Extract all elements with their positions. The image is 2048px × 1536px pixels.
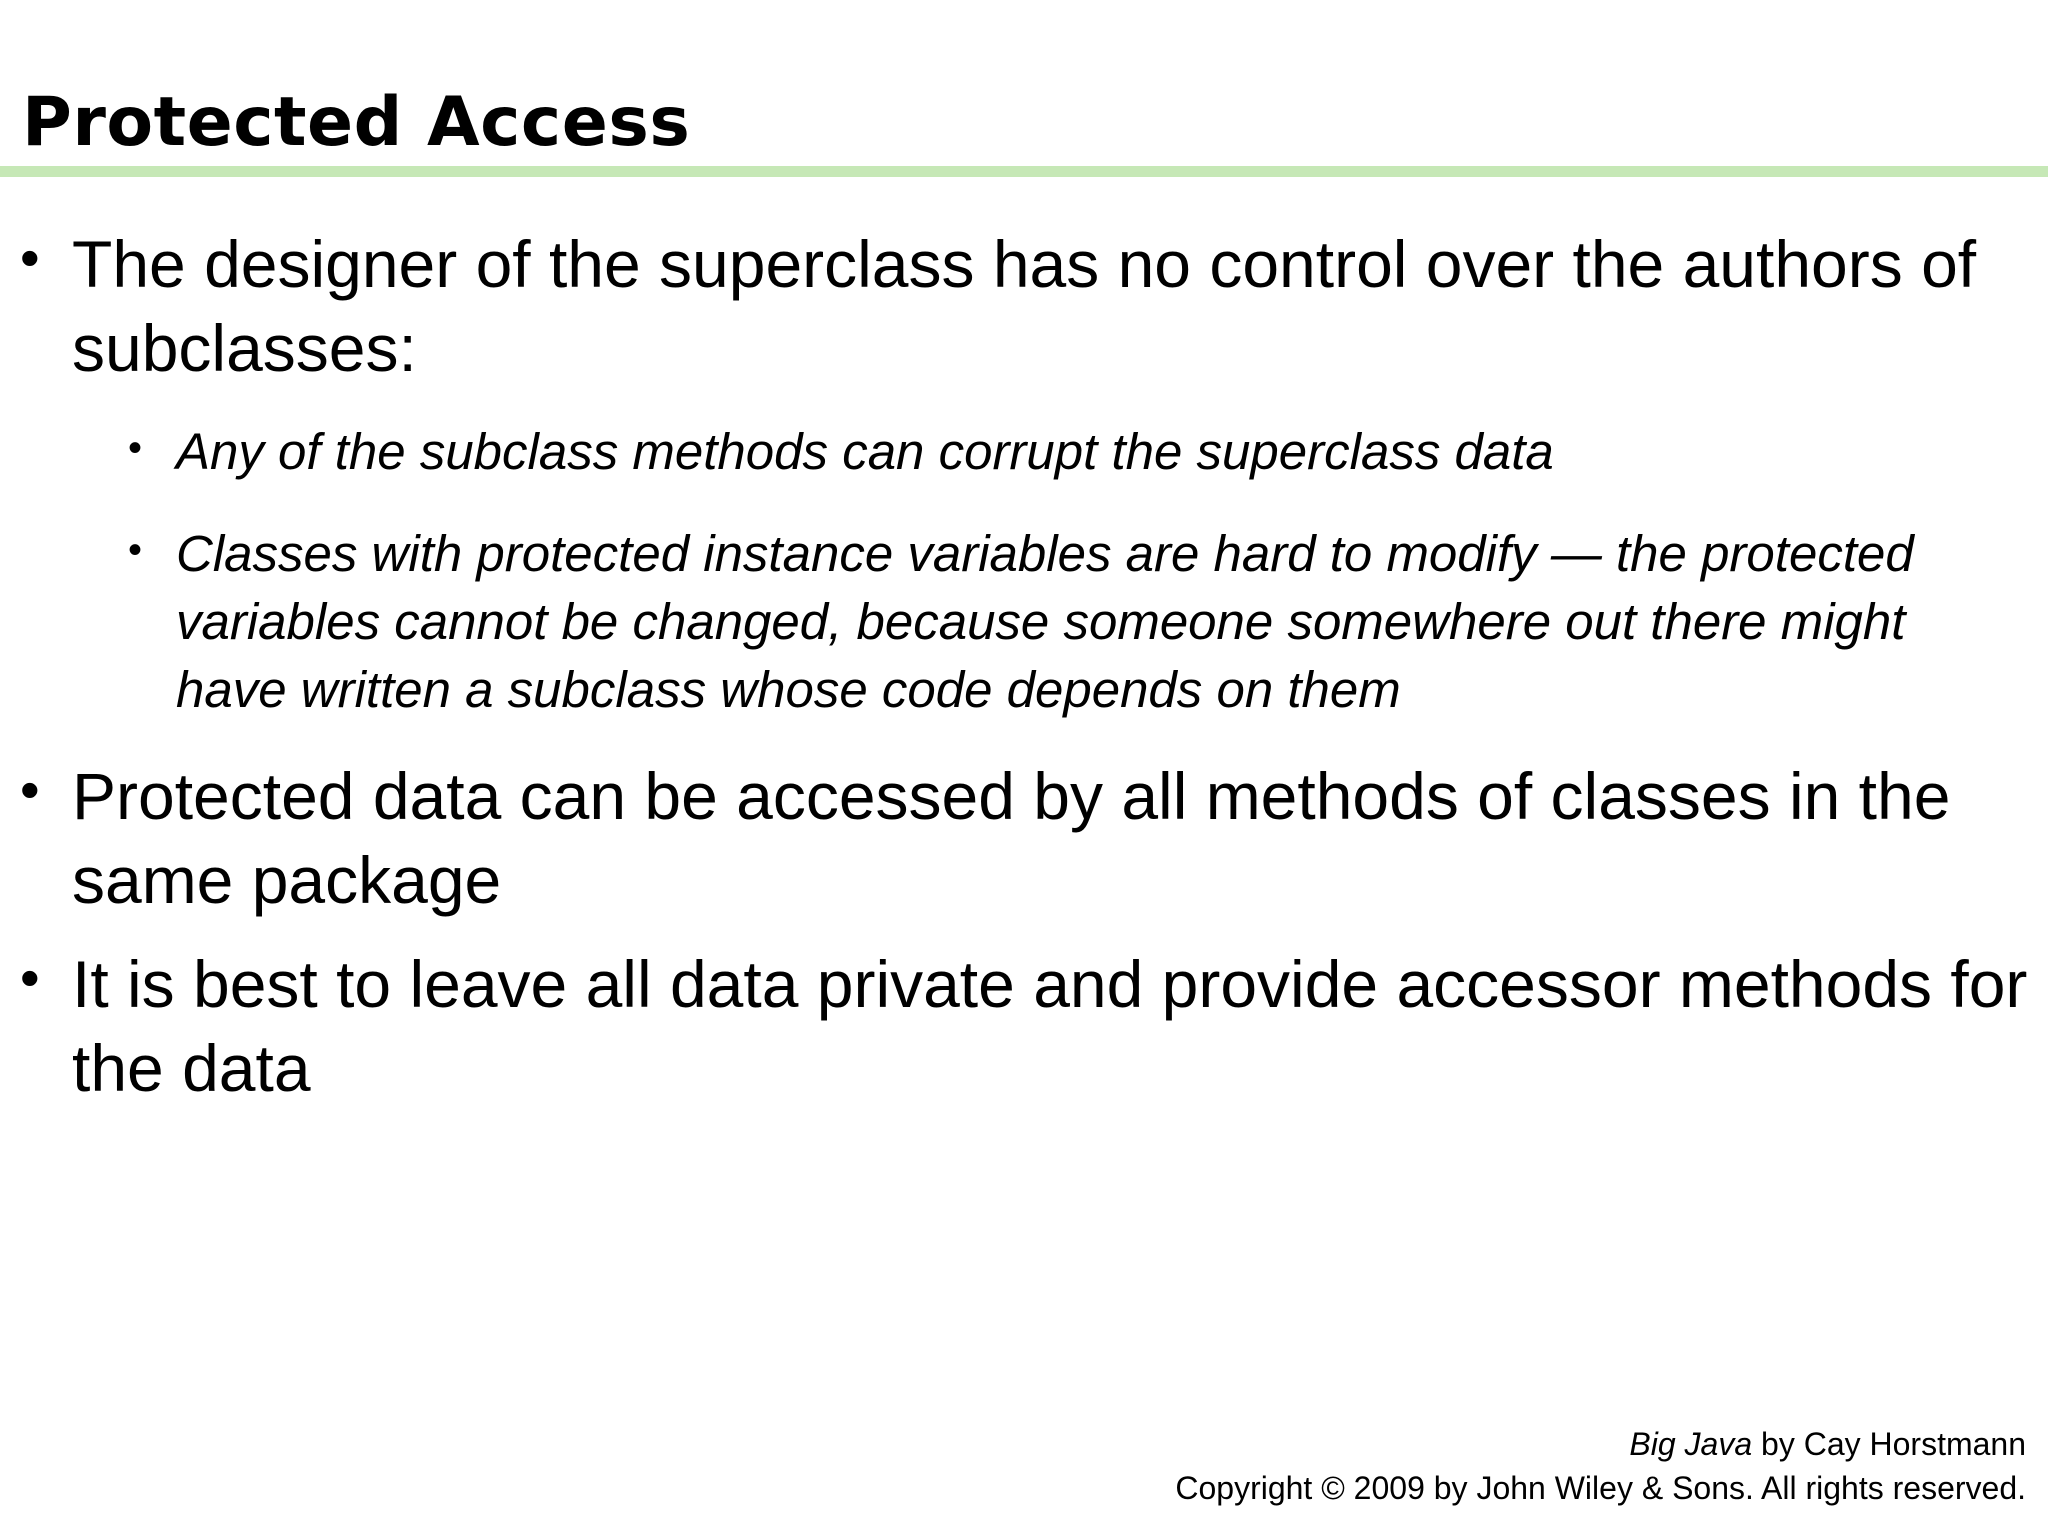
bullet-same-package: • Protected data can be accessed by all methods of classes in the same package	[72, 754, 2032, 922]
book-title: Big Java	[1629, 1426, 1753, 1462]
slide-title: Protected Access	[22, 83, 691, 162]
book-credit	[1175, 1422, 2026, 1466]
book-author: by Cay Horstmann	[1752, 1426, 2026, 1462]
bullet-superclass-designer: • The designer of the superclass has no control over the authors of subclasses:	[72, 222, 2032, 390]
title-divider	[0, 166, 2048, 177]
copyright-notice: Copyright © 2009 by John Wiley & Sons. All rights reserved.	[1175, 1470, 2026, 1506]
sub-bullet-corrupt-data: • Any of the subclass methods can corrupt the superclass data	[176, 418, 2016, 486]
sub-bullet-hard-to-modify: • Classes with protected instance variables are hard to modify — the protected variables cannot be changed, because someone somewhere out there might have written a subclass whose code depends on them	[176, 520, 2016, 724]
bullet-private-data: • It is best to leave all data private and provide accessor methods for the data	[72, 942, 2032, 1110]
slide-footer	[1175, 1422, 2026, 1510]
